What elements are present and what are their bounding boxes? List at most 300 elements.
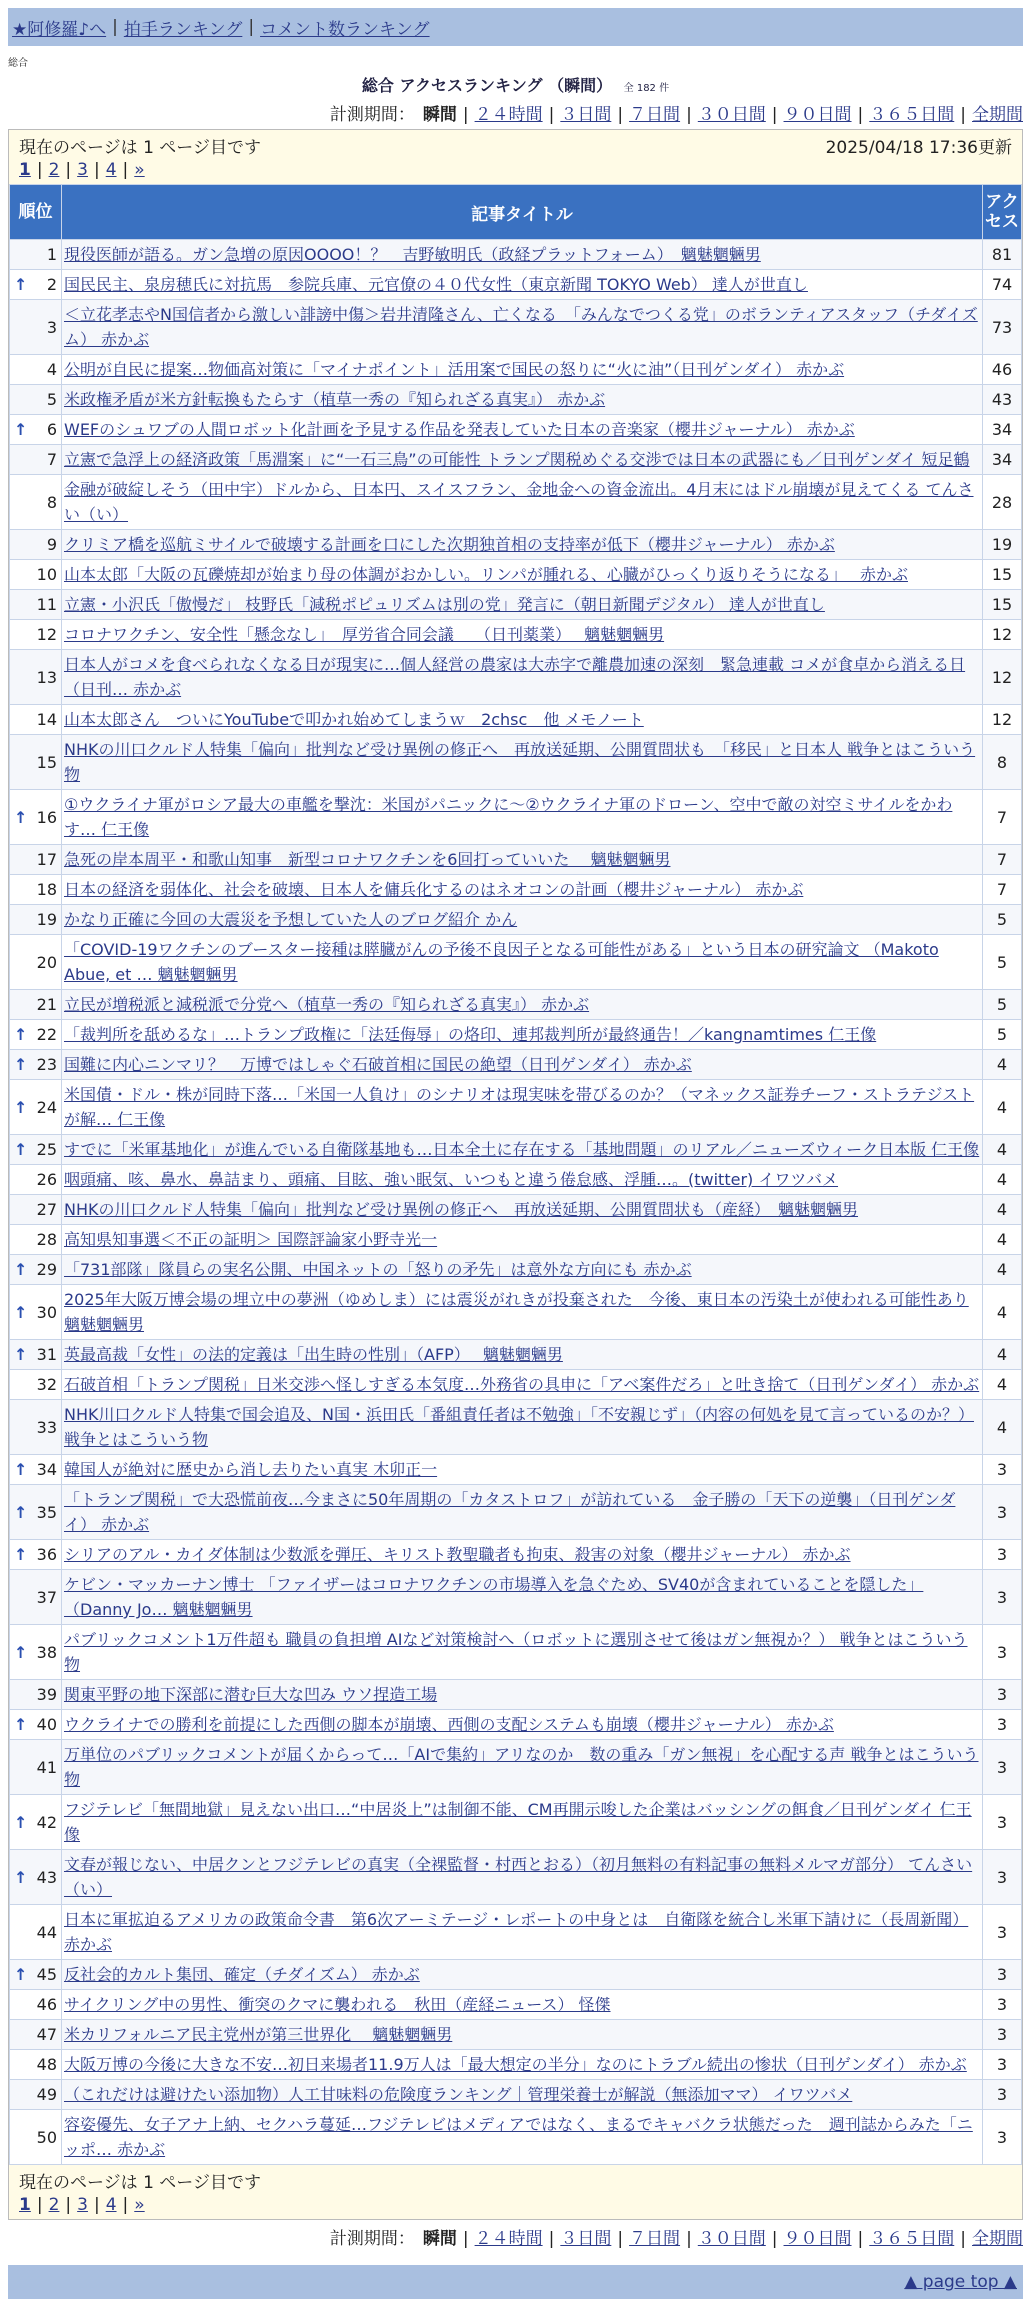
rank-number: 25 <box>36 1140 57 1159</box>
rank-up-arrow-icon: ↑ <box>14 1025 28 1044</box>
access-count: 3 <box>983 1625 1022 1680</box>
rank-number: 42 <box>36 1812 57 1832</box>
access-count: 4 <box>983 1225 1022 1255</box>
table-row <box>10 845 1022 875</box>
access-count: 73 <box>983 300 1022 355</box>
access-count: 8 <box>983 735 1022 790</box>
title-cell <box>62 1340 983 1370</box>
table-row <box>10 1680 1022 1710</box>
rank-cell <box>10 475 62 530</box>
rank-cell <box>10 415 62 445</box>
rank-number: 30 <box>36 1302 57 1322</box>
rank-number: 12 <box>36 625 57 644</box>
nav-sep: | <box>248 17 255 37</box>
article-link[interactable]: かなり正確に今回の大震災を予想していた人のブログ紹介 かん <box>64 910 518 929</box>
table-row <box>10 560 1022 590</box>
access-count: 4 <box>983 1195 1022 1225</box>
rank-cell <box>10 1540 62 1570</box>
article-link[interactable]: 米カリフォルニア民主党州が第三世界化 魑魅魍魎男 <box>64 2025 453 2044</box>
rank-cell <box>10 445 62 475</box>
rank-number: 16 <box>36 807 57 827</box>
period-sep: | <box>548 105 555 125</box>
rank-number: 29 <box>36 1260 57 1279</box>
table-row <box>10 355 1022 385</box>
period-3[interactable]: ７日間 <box>629 2229 681 2249</box>
access-count: 3 <box>983 1740 1022 1795</box>
access-count: 3 <box>983 1990 1022 2020</box>
title-cell <box>62 560 983 590</box>
rank-number: 50 <box>36 2127 57 2147</box>
article-link[interactable]: 「COVID-19ワクチンのブースター接種は膵臓がんの予後不良因子となる可能性がある」という日本の研究論文 （Makoto Abue, et … 魑魅魍魎男 <box>64 940 939 984</box>
table-row <box>10 620 1022 650</box>
updated-time: 2025/04/18 17:36更新 <box>825 137 1012 158</box>
table-row <box>10 735 1022 790</box>
period-1[interactable]: ２４時間 <box>474 105 543 125</box>
period-0: 瞬間 <box>422 2229 457 2249</box>
article-link[interactable]: 文春が報じない、中居クンとフジテレビの真実（全裸監督・村西とおる）（初月無料の有料記事の無料メルマガ部分） てんさい（い） <box>64 1855 973 1899</box>
table-row <box>10 300 1022 355</box>
top-nav <box>8 8 1023 46</box>
table-row <box>10 705 1022 735</box>
table-row <box>10 2050 1022 2080</box>
rank-number: 48 <box>36 2055 57 2074</box>
period-sep: | <box>771 105 778 125</box>
rank-number: 3 <box>46 317 57 337</box>
rank-number: 40 <box>36 1715 57 1734</box>
period-sep: | <box>617 105 624 125</box>
rank-cell <box>10 905 62 935</box>
access-count: 28 <box>983 475 1022 530</box>
rank-up-arrow-icon: ↑ <box>14 1260 28 1279</box>
rank-number: 2 <box>46 275 57 294</box>
period-selector-top <box>0 100 1023 125</box>
table-row <box>10 1455 1022 1485</box>
access-count: 3 <box>983 1905 1022 1960</box>
article-link[interactable]: 石破首相「トランプ関税」日米交渉へ怪しすぎる本気度…外務省の具申に「アベ案件だろ」と吐き捨て（日刊ゲンダイ） 赤かぶ <box>64 1375 980 1394</box>
title-cell <box>62 1485 983 1540</box>
access-count: 3 <box>983 1485 1022 1540</box>
access-count: 4 <box>983 1400 1022 1455</box>
rank-up-arrow-icon: ↑ <box>14 1545 28 1564</box>
period-2[interactable]: ３日間 <box>560 2229 612 2249</box>
rank-number: 1 <box>46 245 57 264</box>
rank-number: 10 <box>36 565 57 584</box>
pager-top <box>9 130 1022 184</box>
title-cell <box>62 1905 983 1960</box>
page-link-0[interactable]: 1 <box>19 160 31 180</box>
title-cell <box>62 1540 983 1570</box>
access-count: 3 <box>983 1570 1022 1625</box>
article-link[interactable]: 山本太郎「大阪の瓦礫焼却が始まり母の体調がおかしい。リンパが腫れる、心臓がひっくり返りそうになる」 赤かぶ <box>64 565 908 584</box>
table-row <box>10 270 1022 300</box>
title-cell <box>62 650 983 705</box>
rank-cell <box>10 1195 62 1225</box>
rank-number: 46 <box>36 1995 57 2014</box>
period-5[interactable]: ９０日間 <box>783 105 852 125</box>
rank-number: 11 <box>36 595 57 614</box>
rank-cell <box>10 620 62 650</box>
article-link[interactable]: 日本に軍拡迫るアメリカの政策命令書 第6次アーミテージ・レポートの中身とは 自衛隊を統合し米軍下請けに（長周新聞） 赤かぶ <box>64 1910 969 1954</box>
rank-number: 17 <box>36 850 57 869</box>
article-link[interactable]: 反社会的カルト集団、確定（チダイズム） 赤かぶ <box>64 1965 420 1984</box>
rank-cell <box>10 790 62 845</box>
period-sep: | <box>462 105 469 125</box>
table-row <box>10 1285 1022 1340</box>
access-count: 4 <box>983 1370 1022 1400</box>
rank-cell <box>10 1400 62 1455</box>
title-cell <box>62 1455 983 1485</box>
article-link[interactable]: 立憲で急浮上の経済政策「馬淵案」に“一石三鳥”の可能性 トランプ関税めぐる交渉では日本の武器にも／日刊ゲンダイ 短足鶴 <box>64 450 970 469</box>
rank-number: 43 <box>36 1867 57 1887</box>
rank-up-arrow-icon: ↑ <box>14 1302 28 1322</box>
table-row <box>10 1255 1022 1285</box>
table-row <box>10 1540 1022 1570</box>
table-row <box>10 1135 1022 1165</box>
rank-up-arrow-icon: ↑ <box>14 1460 28 1479</box>
rank-up-arrow-icon: ↑ <box>14 1345 28 1364</box>
rank-up-arrow-icon: ↑ <box>14 1642 28 1662</box>
access-count: 3 <box>983 1455 1022 1485</box>
access-header: アクセス <box>983 185 1022 240</box>
rank-cell <box>10 1570 62 1625</box>
title-cell <box>62 790 983 845</box>
period-5[interactable]: ９０日間 <box>783 2229 852 2249</box>
article-link[interactable]: 容姿優先、女子アナ上納、セクハラ蔓延…フジテレビはメディアではなく、まるでキャバクラ状態だった 週刊誌からみた「ニッポ… 赤かぶ <box>64 2115 973 2159</box>
table-row <box>10 1570 1022 1625</box>
period-sep: | <box>462 2229 469 2249</box>
article-link[interactable]: NHKの川口クルド人特集「偏向」批判など受け異例の修正へ 再放送延期、公開質問状も（産経） 魑魅魍魎男 <box>64 1200 859 1219</box>
table-row <box>10 1485 1022 1540</box>
access-count: 5 <box>983 990 1022 1020</box>
article-link[interactable]: 立憲・小沢氏「傲慢だ」 枝野氏「減税ポピュリズムは別の党」発言に（朝日新聞デジタル） 達人が世直し <box>64 595 825 614</box>
period-4[interactable]: ３０日間 <box>697 105 766 125</box>
article-link[interactable]: ウクライナでの勝利を前提にした西側の脚本が崩壊、西側の支配システムも崩壊（櫻井ジャーナル） 赤かぶ <box>64 1715 834 1734</box>
article-link[interactable]: 関東平野の地下深部に潜む巨大な凹み ウソ捏造工場 <box>64 1685 438 1704</box>
article-link[interactable]: 咽頭痛、咳、鼻水、鼻詰まり、頭痛、目眩、強い眠気、いつもと違う倦怠感、浮腫…。(twitter) イワツバメ <box>64 1170 839 1189</box>
title-cell <box>62 735 983 790</box>
rank-number: 26 <box>36 1170 57 1189</box>
rank-cell <box>10 1370 62 1400</box>
article-link[interactable]: パブリックコメント1万件超も 職員の負担増 AIなど対策検討へ（ロボットに選別させて後はガン無視か？） 戦争とはこういう物 <box>64 1630 968 1674</box>
table-row <box>10 905 1022 935</box>
rank-cell <box>10 1340 62 1370</box>
access-count: 81 <box>983 240 1022 270</box>
title-header: 記事タイトル <box>62 185 983 240</box>
article-link[interactable]: すでに「米軍基地化」が進んでいる自衛隊基地も…日本全土に存在する「基地問題」のリアル／ニューズウィーク日本版 仁王像 <box>64 1140 980 1159</box>
rank-cell <box>10 1960 62 1990</box>
rank-cell <box>10 1135 62 1165</box>
title-cell <box>62 1080 983 1135</box>
access-count: 3 <box>983 1960 1022 1990</box>
page-sep: | <box>65 2195 72 2215</box>
rank-cell <box>10 650 62 705</box>
title-cell <box>62 905 983 935</box>
article-link[interactable]: コロナワクチン、安全性「懸念なし」 厚労省合同会議 （日刊薬業） 魑魅魍魎男 <box>64 625 665 644</box>
access-count: 3 <box>983 2080 1022 2110</box>
table-row <box>10 1165 1022 1195</box>
page-link-2[interactable]: 3 <box>77 2195 88 2215</box>
table-row <box>10 415 1022 445</box>
access-count: 3 <box>983 1680 1022 1710</box>
clap-ranking-link[interactable]: 拍手ランキング <box>123 19 243 40</box>
article-link[interactable]: 2025年大阪万博会場の埋立中の夢洲（ゆめしま）には震災がれきが投棄された 今後、東日本の汚染土が使われる可能性あり 魑魅魍魎男 <box>64 1290 969 1334</box>
article-link[interactable]: 立民が増税派と減税派で分党へ（植草一秀の『知られざる真実』） 赤かぶ <box>64 995 590 1014</box>
article-link[interactable]: 国難に内心ニンマリ？ 万博ではしゃぐ石破首相に国民の絶望（日刊ゲンダイ） 赤かぶ <box>64 1055 692 1074</box>
access-count: 46 <box>983 355 1022 385</box>
rank-number: 21 <box>36 995 57 1014</box>
rank-up-arrow-icon: ↑ <box>14 1965 28 1984</box>
rank-cell <box>10 935 62 990</box>
rank-number: 32 <box>36 1375 57 1394</box>
article-link[interactable]: 「731部隊」隊員らの実名公開、中国ネットの「怒りの矛先」は意外な方向にも 赤かぶ <box>64 1260 692 1279</box>
rank-cell <box>10 1285 62 1340</box>
period-7[interactable]: 全期間 <box>972 105 1023 125</box>
title-cell <box>62 845 983 875</box>
period-sep: | <box>686 2229 692 2249</box>
article-link[interactable]: ①ウクライナ軍がロシア最大の車艦を撃沈：米国がパニックに〜②ウクライナ軍のドローン、空中で敵の対空ミサイルをかわす… 仁王像 <box>64 795 953 839</box>
title-cell <box>62 1165 983 1195</box>
access-count: 3 <box>983 2110 1022 2165</box>
page-link-1[interactable]: 2 <box>48 2195 60 2215</box>
page-link-4[interactable]: » <box>134 2195 145 2215</box>
home-link[interactable]: ★阿修羅♪へ <box>12 19 107 40</box>
period-label: 計測期間： <box>329 2229 415 2249</box>
rank-number: 41 <box>36 1757 57 1777</box>
article-link[interactable]: 山本太郎さん ついにYouTubeで叩かれ始めてしまうｗ 2chsc 他 メモノート <box>64 710 644 729</box>
table-row <box>10 1905 1022 1960</box>
title-cell <box>62 1625 983 1680</box>
title-cell <box>62 2110 983 2165</box>
title-cell <box>62 355 983 385</box>
rank-cell <box>10 1020 62 1050</box>
rank-number: 38 <box>36 1642 57 1662</box>
title-cell <box>62 415 983 445</box>
title-cell <box>62 1795 983 1850</box>
rank-number: 35 <box>36 1502 57 1522</box>
article-link[interactable]: 金融が破綻しそう（田中宇）ドルから、日本円、スイスフラン、金地金への資金流出。4月末にはドル崩壊が見えてくる てんさい（い） <box>64 480 974 524</box>
rank-cell <box>10 1795 62 1850</box>
access-count: 3 <box>983 1540 1022 1570</box>
title-cell <box>62 1960 983 1990</box>
rank-cell <box>10 1905 62 1960</box>
access-count: 7 <box>983 790 1022 845</box>
title-cell <box>62 1990 983 2020</box>
table-row <box>10 1225 1022 1255</box>
title-cell <box>62 240 983 270</box>
article-link[interactable]: 国民民主、泉房穂氏に対抗馬 参院兵庫、元官僚の４０代女性（東京新聞 TOKYO Web） 達人が世直し <box>64 275 808 294</box>
article-link[interactable]: 大阪万博の今後に大きな不安…初日来場者11.9万人は「最大想定の半分」なのにトラブル続出の惨状（日刊ゲンダイ） 赤かぶ <box>64 2055 967 2074</box>
title-cell <box>62 445 983 475</box>
page-link-0[interactable]: 1 <box>19 2195 31 2215</box>
page-sep: | <box>122 160 129 180</box>
ranking-box <box>8 129 1023 2220</box>
period-6[interactable]: ３６５日間 <box>869 105 955 125</box>
title-cell <box>62 2050 983 2080</box>
period-2[interactable]: ３日間 <box>560 105 612 125</box>
rank-cell <box>10 1080 62 1135</box>
rank-up-arrow-icon: ↑ <box>14 1812 28 1832</box>
title-cell <box>62 1740 983 1795</box>
rank-number: 20 <box>36 952 57 972</box>
access-count: 74 <box>983 270 1022 300</box>
breadcrumb: 総合 <box>8 58 28 69</box>
rank-number: 22 <box>36 1025 57 1044</box>
period-sep: | <box>960 105 966 125</box>
rank-up-arrow-icon: ↑ <box>14 1055 28 1074</box>
article-link[interactable]: 米国債・ドル・株が同時下落…「米国一人負け」のシナリオは現実味を帯びるのか？（マネックス証券チーフ・ストラテジストが解… 仁王像 <box>64 1085 975 1129</box>
access-count: 7 <box>983 875 1022 905</box>
pager-bottom <box>9 2165 1022 2219</box>
page-top-link[interactable]: ▲ page top ▲ <box>904 2272 1017 2292</box>
rank-header: 順位 <box>10 185 62 240</box>
article-link[interactable]: WEFのシュワブの人間ロボット化計画を予見する作品を発表していた日本の音楽家（櫻井ジャーナル） 赤かぶ <box>64 420 855 439</box>
article-link[interactable]: サイクリング中の男性、衝突のクマに襲われる 秋田（産経ニュース） 怪傑 <box>64 1995 611 2014</box>
rank-cell <box>10 1050 62 1080</box>
current-page-text: 現在のページは 1 ページ目です <box>19 137 261 158</box>
article-link[interactable]: 英最高裁「女性」の法的定義は「出生時の性別」（AFP） 魑魅魍魎男 <box>64 1345 563 1364</box>
rank-cell <box>10 1485 62 1540</box>
article-link[interactable]: NHK川口クルド人特集で国会追及、N国・浜田氏「番組責任者は不勉強」「不安親じず」（内容の何処を見て言っているのか？） 戦争とはこういう物 <box>64 1405 974 1449</box>
access-count: 4 <box>983 1050 1022 1080</box>
rank-cell <box>10 2050 62 2080</box>
table-row <box>10 1340 1022 1370</box>
rank-cell <box>10 1455 62 1485</box>
comment-ranking-link[interactable]: コメント数ランキング <box>260 19 430 40</box>
title-cell <box>62 300 983 355</box>
article-link[interactable]: NHKの川口クルド人特集「偏向」批判など受け異例の修正へ 再放送延期、公開質問状も 「移民」と日本人 戦争とはこういう物 <box>64 740 976 784</box>
period-items <box>423 2229 1023 2249</box>
page-link-1[interactable]: 2 <box>48 160 60 180</box>
article-link[interactable]: 韓国人が絶対に歴史から消し去りたい真実 木卯正一 <box>64 1460 438 1479</box>
period-4[interactable]: ３０日間 <box>697 2229 766 2249</box>
rank-number: 33 <box>36 1417 57 1437</box>
rank-number: 6 <box>46 420 57 439</box>
table-row <box>10 1080 1022 1135</box>
article-link[interactable]: 公明が自民に提案…物価高対策に「マイナポイント」活用案で国民の怒りに“火に油”（日刊ゲンダイ） 赤かぶ <box>64 360 845 379</box>
rank-number: 9 <box>46 535 57 554</box>
rank-cell <box>10 530 62 560</box>
title-cell <box>62 385 983 415</box>
rank-number: 45 <box>36 1965 57 1984</box>
period-sep: | <box>686 105 692 125</box>
rank-cell <box>10 590 62 620</box>
article-link[interactable]: 「裁判所を舐めるな」…トランプ政権に「法廷侮辱」の烙印、連邦裁判所が最終通告！／kangnamtimes 仁王像 <box>64 1025 877 1044</box>
table-row <box>10 1370 1022 1400</box>
access-count: 15 <box>983 590 1022 620</box>
page-sep: | <box>36 2195 43 2215</box>
title-cell <box>62 935 983 990</box>
article-link[interactable]: 日本の経済を弱体化、社会を破壊、日本人を傭兵化するのはネオコンの計画（櫻井ジャーナル） 赤かぶ <box>64 880 804 899</box>
rank-number: 39 <box>36 1685 57 1704</box>
title-cell <box>62 2020 983 2050</box>
rank-up-arrow-icon: ↑ <box>14 1097 28 1117</box>
article-link[interactable]: 現役医師が語る。ガン急増の原因OOOO！？ 吉野敏明氏（政経プラットフォーム） 魑魅魍魎男 <box>64 245 761 264</box>
title-cell <box>62 1680 983 1710</box>
page-link-3[interactable]: 4 <box>105 160 117 180</box>
page-link-4[interactable]: » <box>134 160 145 180</box>
article-link[interactable]: ＜立花孝志やN国信者から激しい誹謗中傷＞岩井清隆さん、亡くなる 「みんなでつくる党」のボランティアスタッフ（チダイズム） 赤かぶ <box>64 305 978 349</box>
page-title <box>0 73 1031 96</box>
rank-number: 34 <box>36 1460 57 1479</box>
article-link[interactable]: （これだけは避けたい添加物）人工甘味料の危険度ランキング｜管理栄養士が解説（無添加ママ） イワツバメ <box>64 2085 853 2104</box>
rank-number: 7 <box>46 450 57 469</box>
article-link[interactable]: フジテレビ「無間地獄」見えない出口…“中居炎上”は制御不能、CM再開示唆した企業はバッシングの餌食／日刊ゲンダイ 仁王像 <box>64 1800 972 1844</box>
title-cell <box>62 530 983 560</box>
page-link-3[interactable]: 4 <box>105 2195 117 2215</box>
access-count: 12 <box>983 705 1022 735</box>
table-row <box>10 2080 1022 2110</box>
table-row <box>10 1710 1022 1740</box>
table-row <box>10 790 1022 845</box>
period-0: 瞬間 <box>422 105 457 125</box>
article-link[interactable]: 高知県知事選＜不正の証明＞ 国際評論家小野寺光一 <box>64 1230 438 1249</box>
article-link[interactable]: 米政権矛盾が米方針転換もたらす（植草一秀の『知られざる真実』） 赤かぶ <box>64 390 606 409</box>
table-row <box>10 1050 1022 1080</box>
table-row <box>10 1795 1022 1850</box>
ranking-rows <box>10 240 1022 2165</box>
rank-cell <box>10 2020 62 2050</box>
article-link[interactable]: ケビン・マッカーナン博士 「ファイザーはコロナワクチンの市場導入を急ぐため、SV40が含まれていることを隠した」（Danny Jo… 魑魅魍魎男 <box>64 1575 924 1619</box>
period-selector-bottom <box>0 2224 1023 2249</box>
period-1[interactable]: ２４時間 <box>474 2229 543 2249</box>
page-sep: | <box>93 160 100 180</box>
page-link-2[interactable]: 3 <box>77 160 88 180</box>
rank-cell <box>10 300 62 355</box>
rank-number: 5 <box>46 390 57 409</box>
table-row <box>10 1960 1022 1990</box>
ranking-title: 総合 アクセスランキング （瞬間） <box>361 76 613 95</box>
rank-cell <box>10 1990 62 2020</box>
access-count: 3 <box>983 1850 1022 1905</box>
access-count: 4 <box>983 1255 1022 1285</box>
article-link[interactable]: 「トランプ関税」で大恐慌前夜…今まさに50年周期の「カタストロフ」が訪れている 金子勝の「天下の逆襲」（日刊ゲンダイ） 赤かぶ <box>64 1490 956 1534</box>
article-link[interactable]: 日本人がコメを食べられなくなる日が現実に…個人経営の農家は大赤字で離農加速の深刻 緊急連載 コメが食卓から消える日（日刊… 赤かぶ <box>64 655 966 699</box>
access-count: 3 <box>983 2050 1022 2080</box>
access-count: 5 <box>983 1020 1022 1050</box>
title-cell <box>62 1225 983 1255</box>
article-link[interactable]: 万単位のパブリックコメントが届くからって…「AIで集約」アリなのか 数の重み「ガン無視」を心配する声 戦争とはこういう物 <box>64 1745 979 1789</box>
table-row <box>10 475 1022 530</box>
rank-cell <box>10 705 62 735</box>
period-7[interactable]: 全期間 <box>972 2229 1023 2249</box>
article-link[interactable]: シリアのアル・カイダ体制は少数派を弾圧、キリスト教聖職者も拘束、殺害の対象（櫻井ジャーナル） 赤かぶ <box>64 1545 851 1564</box>
access-count: 34 <box>983 445 1022 475</box>
access-count: 34 <box>983 415 1022 445</box>
article-link[interactable]: クリミア橋を巡航ミサイルで破壊する計画を口にした次期独首相の支持率が低下（櫻井ジャーナル） 赤かぶ <box>64 535 835 554</box>
title-cell <box>62 990 983 1020</box>
period-3[interactable]: ７日間 <box>629 105 681 125</box>
rank-number: 36 <box>36 1545 57 1564</box>
rank-number: 24 <box>36 1097 57 1117</box>
table-row <box>10 1850 1022 1905</box>
period-sep: | <box>617 2229 624 2249</box>
access-count: 7 <box>983 845 1022 875</box>
rank-up-arrow-icon: ↑ <box>14 807 28 827</box>
access-count: 4 <box>983 1080 1022 1135</box>
table-row <box>10 2110 1022 2165</box>
title-cell <box>62 1285 983 1340</box>
rank-cell <box>10 385 62 415</box>
article-link[interactable]: 急死の岸本周平・和歌山知事 新型コロナワクチンを6回打っていいた 魑魅魍魎男 <box>64 850 671 869</box>
access-count: 3 <box>983 2020 1022 2050</box>
title-cell <box>62 1710 983 1740</box>
period-sep: | <box>857 105 864 125</box>
page-links <box>19 2193 1012 2217</box>
period-6[interactable]: ３６５日間 <box>869 2229 955 2249</box>
access-count: 4 <box>983 1135 1022 1165</box>
title-cell <box>62 875 983 905</box>
table-row <box>10 240 1022 270</box>
